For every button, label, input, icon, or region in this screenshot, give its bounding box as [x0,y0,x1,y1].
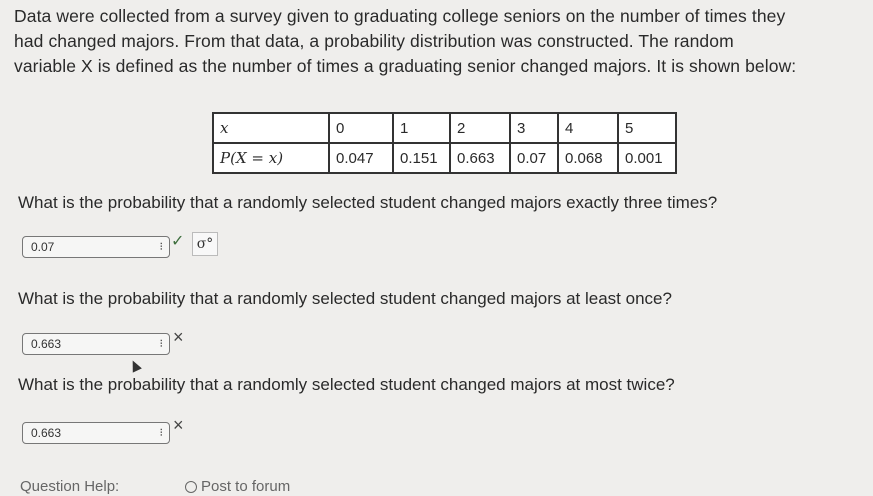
cross-icon: × [173,327,184,347]
table-row-probability [213,143,676,173]
table-cell: 0.663 [450,143,510,173]
problem-line: had changed majors. From that data, a probability distribution was constructed. The random [14,31,734,51]
table-cell: 2 [450,113,510,143]
answer-value: 0.663 [31,337,62,351]
mouse-cursor-icon [128,358,142,372]
spinner-icon[interactable]: ⁝ [159,241,163,253]
check-icon: ✓ [171,233,185,250]
table-cell: 0.07 [510,143,558,173]
answer-input-3[interactable] [22,422,170,444]
problem-statement [14,4,864,79]
math-palette-button[interactable]: σ° [192,232,218,256]
table-cell: 0.001 [618,143,676,173]
question-2-text: What is the probability that a randomly selected student changed majors at least once? [18,289,672,308]
spinner-icon[interactable]: ⁝ [159,338,163,350]
table-cell: 1 [393,113,450,143]
table-row-x [213,113,676,143]
spinner-icon[interactable]: ⁝ [159,427,163,439]
table-cell: 0.068 [558,143,618,173]
answer-input-2[interactable] [22,333,170,355]
question-help-label: Question Help: [20,478,120,495]
question-1-text: What is the probability that a randomly selected student changed majors exactly three times? [18,193,718,212]
cross-icon: × [173,415,184,435]
table-cell: 0.151 [393,143,450,173]
answer-value: 0.07 [31,240,55,254]
answer-input-1[interactable] [22,236,170,258]
answer-value: 0.663 [31,426,62,440]
chat-bubble-icon [185,481,197,493]
table-header-x: x [213,113,329,143]
table-header-probability: P(X = x) [213,143,329,173]
problem-line: Data were collected from a survey given to graduating college seniors on the number of times they [14,6,786,26]
post-to-forum-label: Post to forum [201,478,291,495]
table-cell: 3 [510,113,558,143]
table-cell: 0.047 [329,143,393,173]
question-help-bar [20,478,291,495]
table-cell: 4 [558,113,618,143]
post-to-forum-link[interactable] [185,478,290,495]
probability-distribution-table [212,112,677,174]
table-cell: 0 [329,113,393,143]
table-cell: 5 [618,113,676,143]
question-3-text: What is the probability that a randomly selected student changed majors at most twice? [18,375,675,394]
problem-line: variable X is defined as the number of times a graduating senior changed majors. It is shown below: [14,56,797,76]
